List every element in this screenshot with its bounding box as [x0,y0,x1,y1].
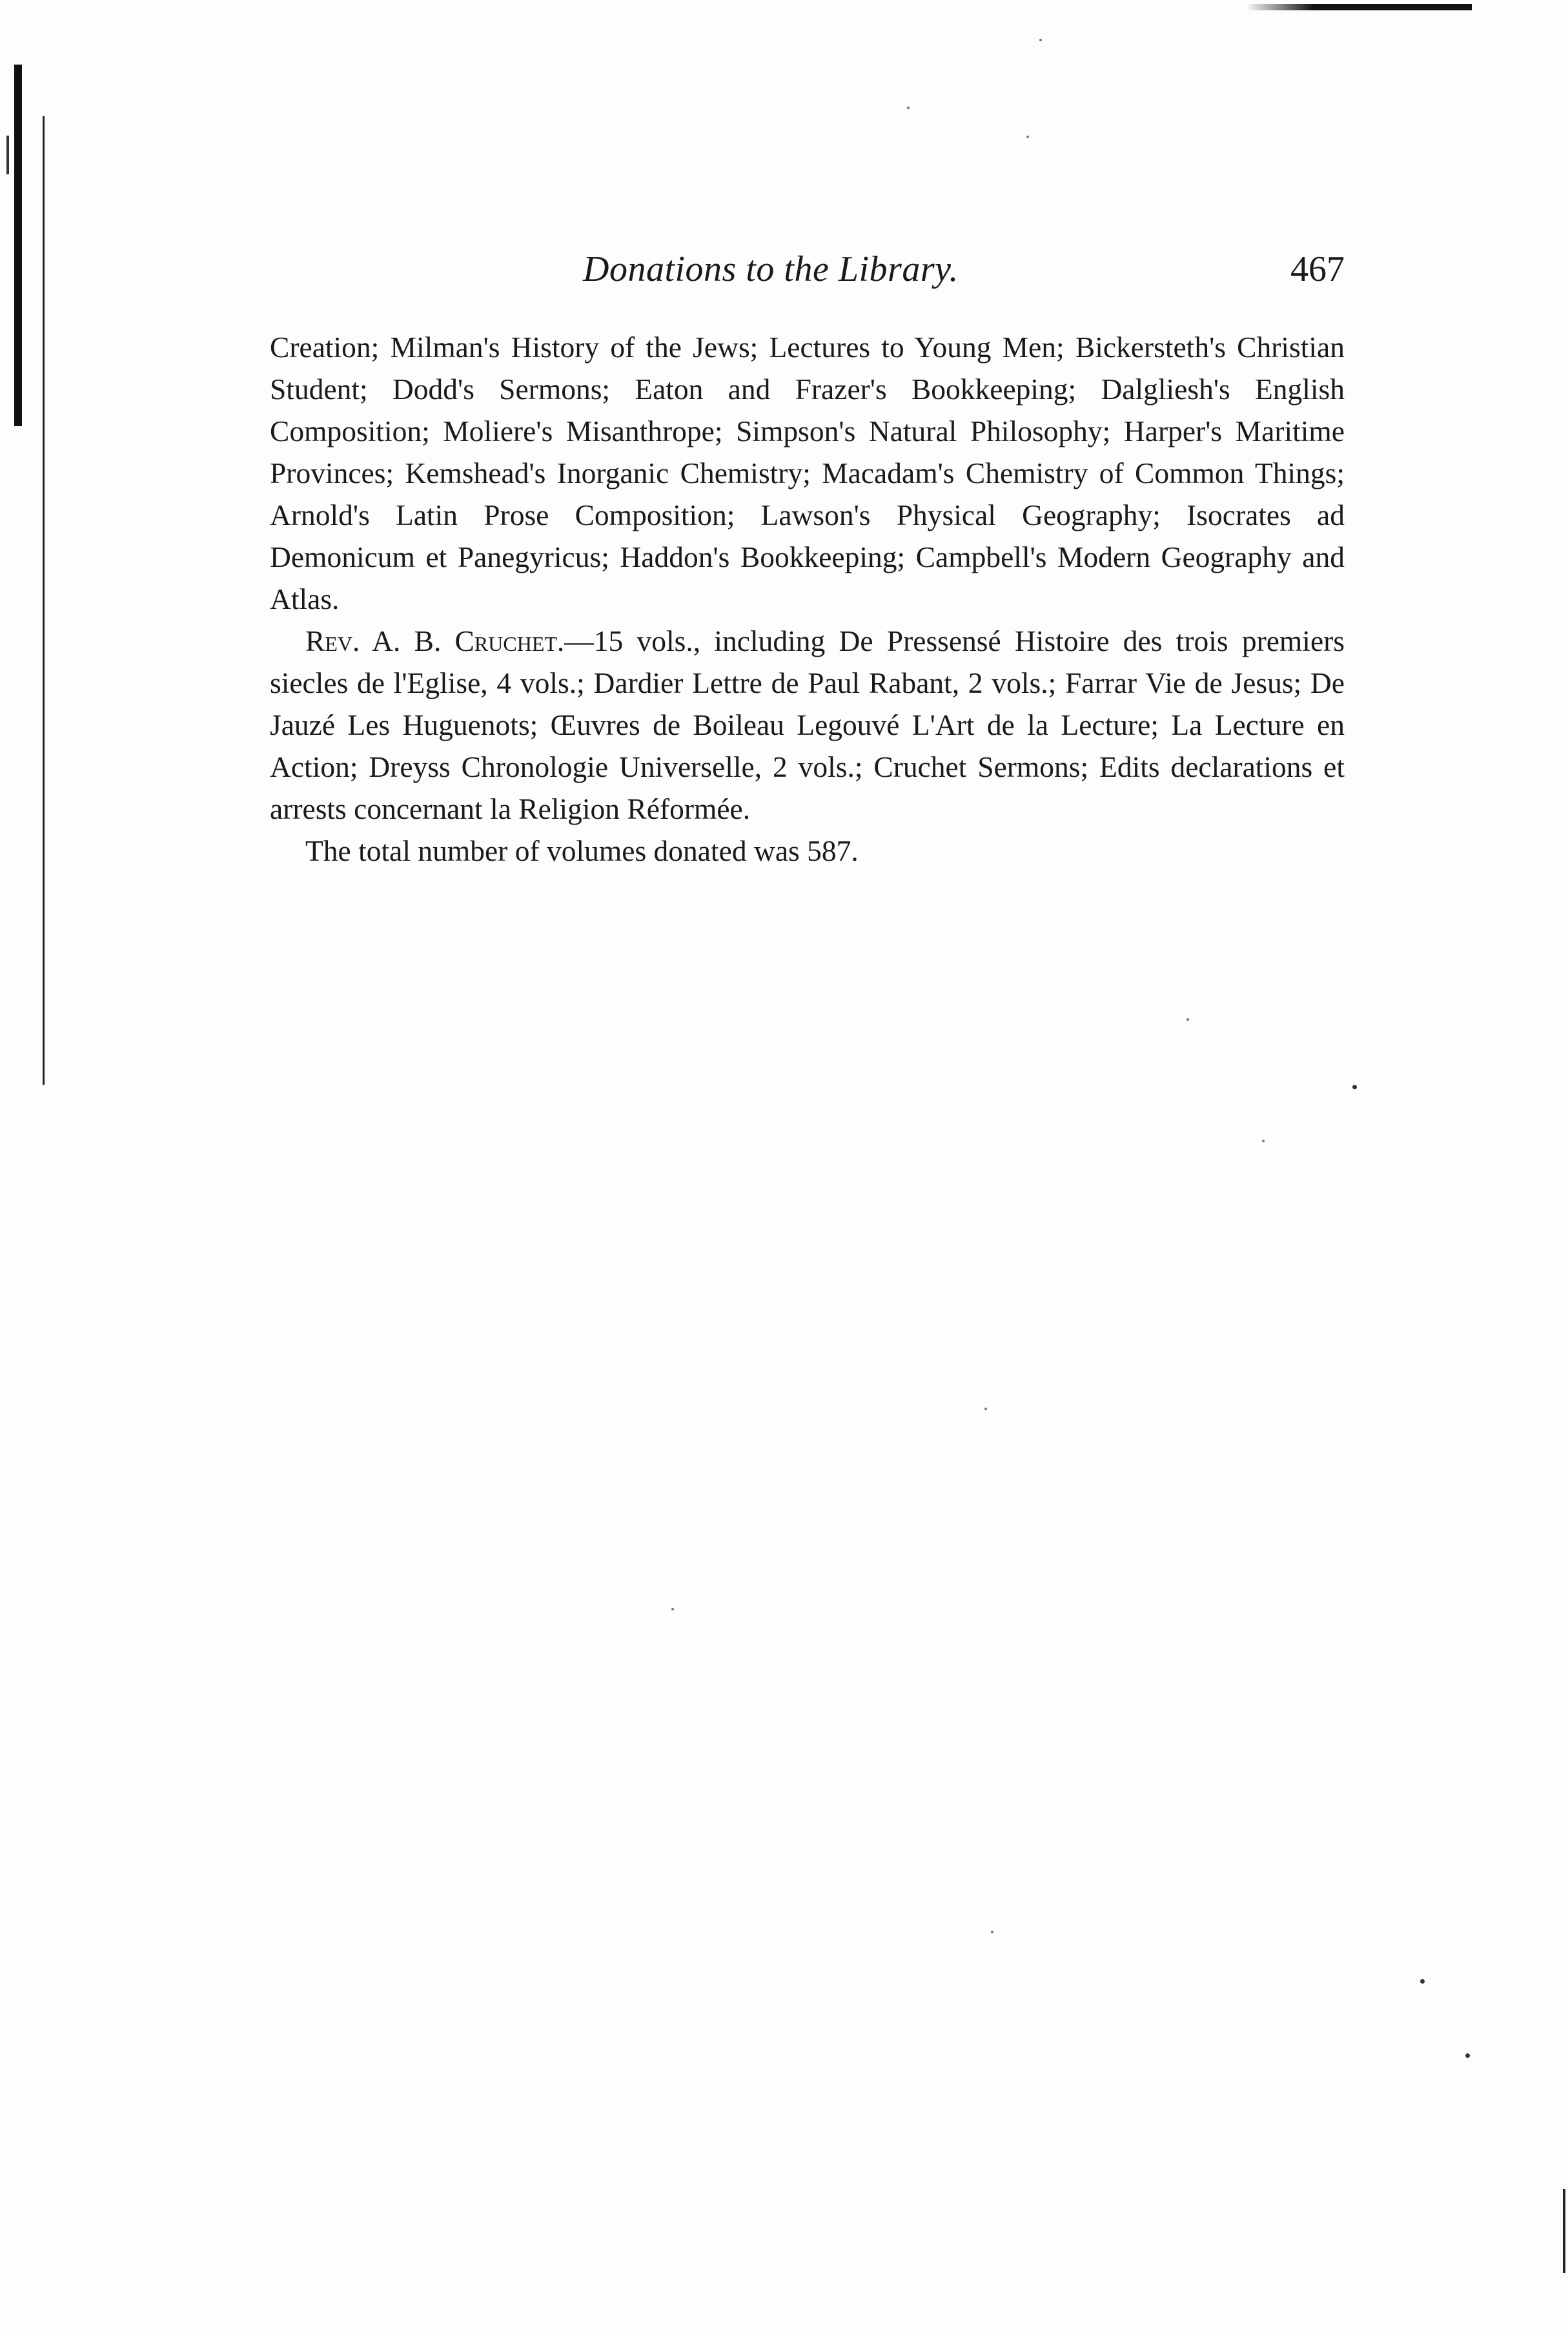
scan-speck [1186,1018,1189,1021]
scan-speck [671,1608,674,1610]
scan-speck [1465,2053,1470,2058]
binding-edge-mark [14,65,22,426]
running-title: Donations to the Library. [583,249,959,289]
binding-edge-tick [6,136,9,174]
scan-speck [991,1931,993,1933]
scan-speck [1262,1140,1265,1142]
running-head [270,249,1345,300]
scan-speck [1352,1085,1357,1089]
paragraph-total [270,830,1345,872]
body-text [270,326,1345,872]
scan-speck [907,107,910,109]
paragraph-continued-list [270,326,1345,620]
paragraph-donation-entry [270,620,1345,830]
scan-speck [984,1408,987,1410]
top-edge-rule [1246,4,1472,10]
paragraph-text: Creation; Milman's History of the Jews; Lectures to Young Men; Bickersteth's Christian Student; Dodd's Sermons; Eaton and Frazer's Bookkeeping; Dalgliesh's English Composition; Moliere's Misanthrope; Simpson's Natural Philosophy; Harper's Maritime Provinces; Kemshead's Inorganic Chemistry; Macadam's Chemistry of Common Things; Arnold's Latin Prose Composition; Lawson's Physical Geography; Isocrates ad Demonicum et Panegyricus; Haddon's Bookkeeping; Campbell's Modern Geography and Atlas. [270,331,1345,615]
right-edge-mark [1563,2189,1565,2273]
page-number: 467 [1290,249,1345,289]
scan-speck [1039,39,1042,41]
paragraph-text: —15 vols., including De Pressensé Histoire des trois premiers siecles de l'Eglise, 4 vols.; Dardier Lettre de Paul Rabant, 2 vols.; Farrar Vie de Jesus; De Jauzé Les Huguenots; Œuvres de Boileau Legouvé L'Art de la Lecture; La Lecture en Action; Dreyss Chronologie Universelle, 2 vols.; Cruchet Sermons; Edits declarations et arrests concernant la Religion Réformée. [270,624,1345,825]
paragraph-text: The total number of volumes donated was 587. [305,834,859,867]
scan-speck [1420,1979,1425,1984]
scan-speck [1026,136,1029,138]
donor-name: Rev. A. B. Cruchet. [305,624,565,657]
left-margin-line [43,116,45,1085]
